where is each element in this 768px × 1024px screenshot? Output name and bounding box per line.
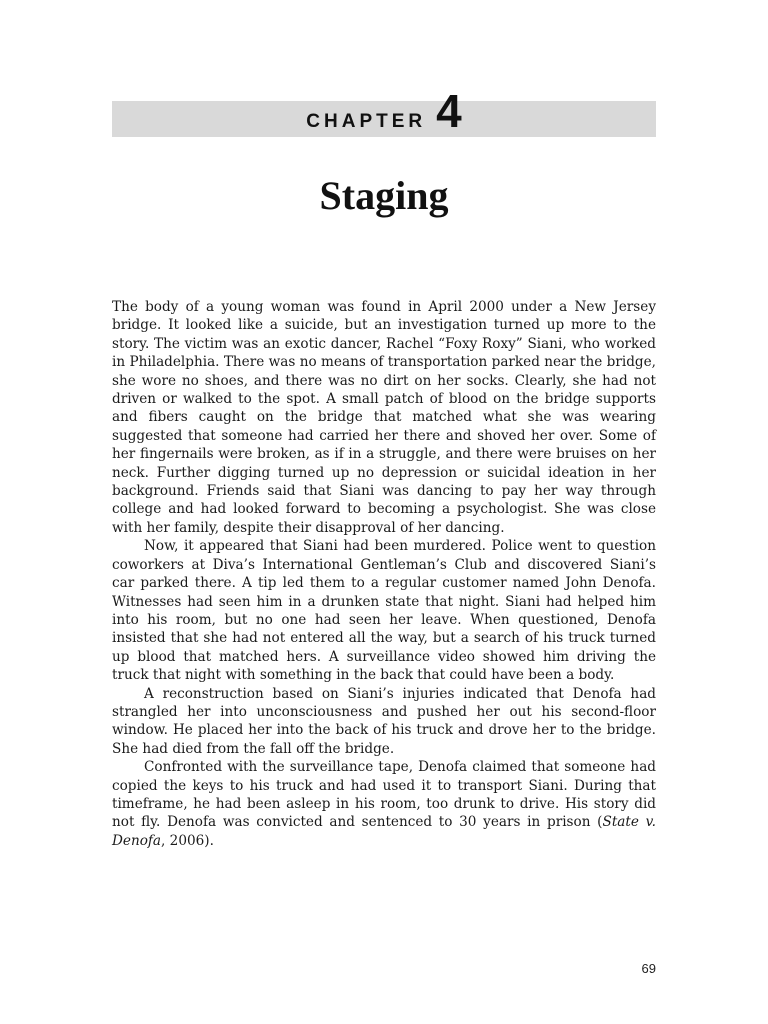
paragraph-3: A reconstruction based on Siani’s injuries indicated that Denofa had strangled her into unconsciousness and pushed her out his second-floor window. He placed her into the back of his truck and drove her to the bridge. She had died from the fall off the bridge. (112, 685, 656, 757)
chapter-word: CHAPTER (306, 111, 427, 132)
body-text (112, 298, 656, 850)
chapter-heading-bar (112, 85, 656, 137)
paragraph-2: Now, it appeared that Siani had been murdered. Police went to question coworkers at Diva’s International Gentleman’s Club and discovered Siani’s car parked there. A tip led them to a regular customer named John Denofa. Witnesses had seen him in a drunken state that night. Siani had helped him into his room, but no one had seen her leave. When questioned, Denofa insisted that she had not entered all the way, but a search of his truck turned up blood that matched hers. A surveillance video showed him driving the truck that night with something in the back that could have been a body. (112, 538, 656, 684)
chapter-number: 4 (436, 85, 462, 137)
chapter-label (112, 85, 656, 137)
paragraph-4 (112, 758, 656, 850)
case-citation: State v. Denofa (112, 814, 656, 849)
page-number: 69 (641, 961, 656, 976)
chapter-title: Staging (319, 173, 449, 218)
paragraph-4-text-before: Confronted with the surveillance tape, Denofa claimed that someone had copied the keys to his truck and had used it to transport Siani. During that timeframe, he had been asleep in his room, too drunk to drive. His story did not fly. Denofa was convicted and sentenced to 30 years in prison ( (112, 759, 656, 831)
paragraph-4-text-after: , 2006). (161, 832, 214, 849)
paragraph-1: The body of a young woman was found in April 2000 under a New Jersey bridge. It looked like a suicide, but an investigation turned up more to the story. The victim was an exotic dancer, Rachel “Foxy Roxy” Siani, who worked in Philadelphia. There was no means of transportation parked near the bridge, she wore no shoes, and there was no dirt on her socks. Clearly, she had not driven or walked to the spot. A small patch of blood on the bridge supports and fibers caught on the bridge that matched what she was wearing suggested that someone had carried her there and shoved her over. Some of her fingernails were broken, as if in a struggle, and there were bruises on her neck. Further digging turned up no depression or suicidal ideation in her background. Friends said that Siani was dancing to pay her way through college and had looked forward to becoming a psychologist. She was close with her family, despite their disapproval of her dancing. (112, 299, 656, 536)
